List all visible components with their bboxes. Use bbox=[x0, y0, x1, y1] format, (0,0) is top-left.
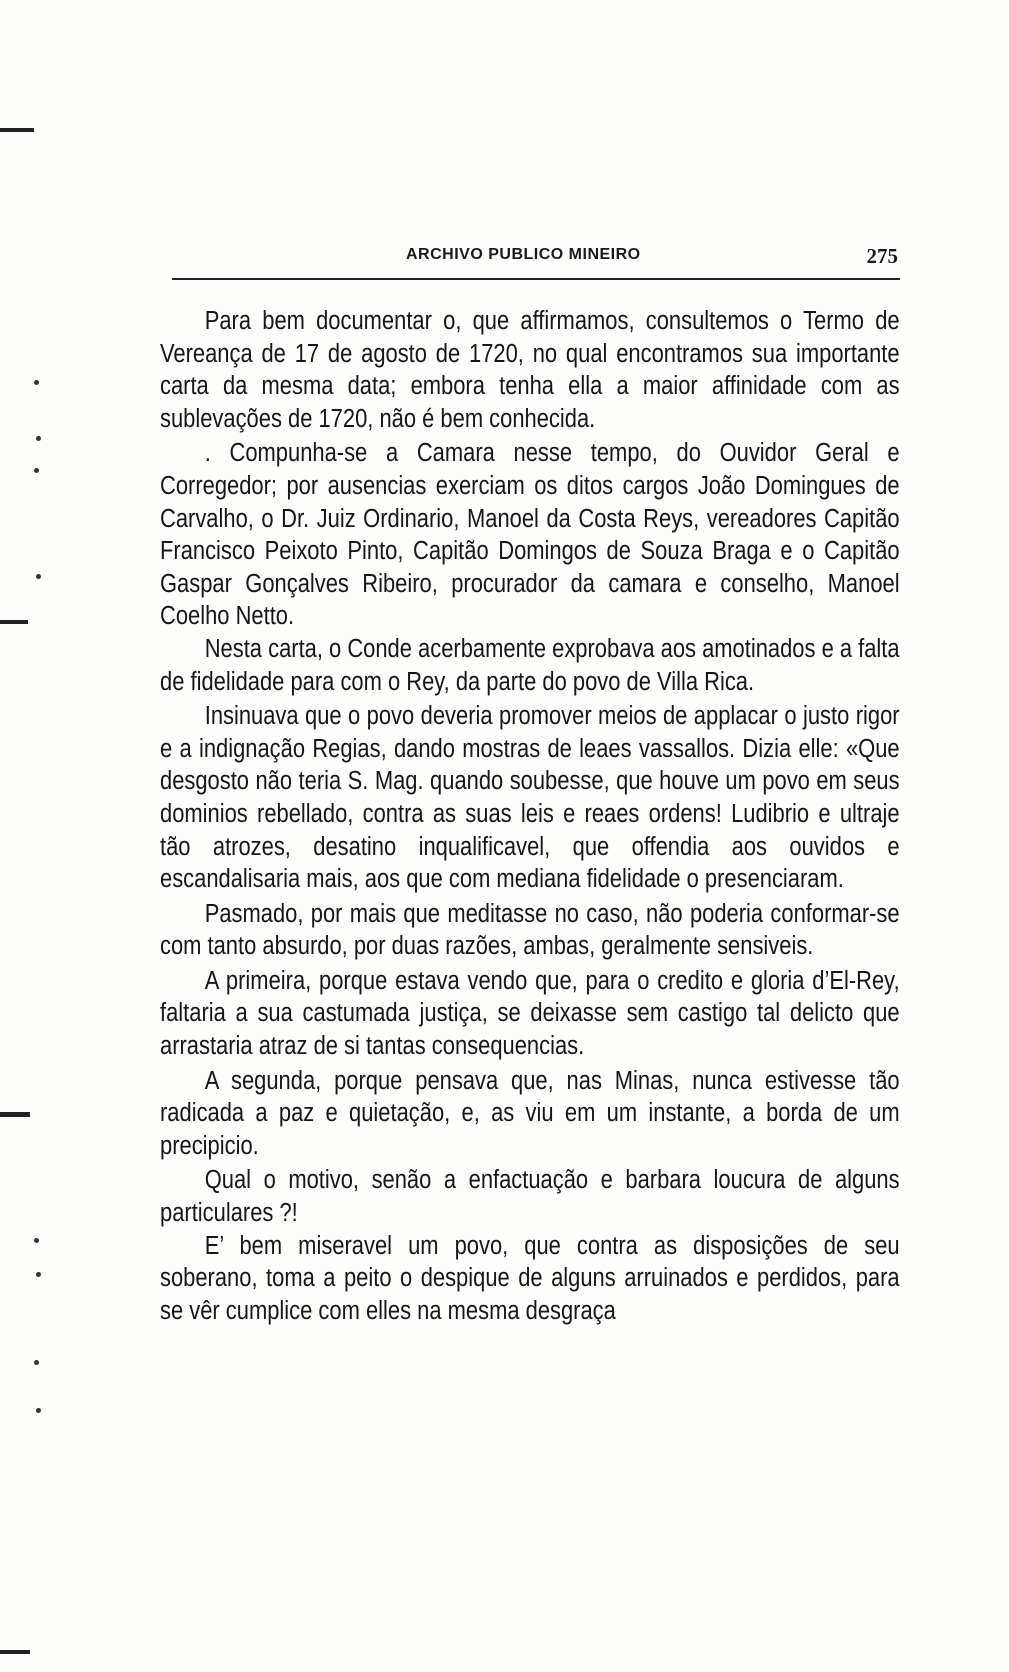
paragraph: E’ bem miseravel um povo, que contra as disposições de seu soberano, toma a peito o despique de alguns arruinados e perdidos, para se vêr cumplice com elles na mesma desgraça bbox=[160, 1231, 900, 1325]
margin-dot bbox=[36, 1408, 41, 1413]
body-text bbox=[160, 305, 900, 1327]
running-header bbox=[172, 246, 898, 276]
paragraph: Insinuava que o povo deveria promover meios de applacar o justo rigor e a indignação Regias, dando mostras de leaes vassallos. Dizia elle: «Que desgosto não teria S. Mag. quando soubesse, que houve um povo em seus dominios rebellado, contra as suas leis e reaes ordens! Ludibrio e ultraje tão atrozes, desatino inqualificavel, que offendia aos ouvidos e escandalisaria mais, aos que com mediana fidelidade o presenciaram. bbox=[160, 702, 900, 894]
page-number: 275 bbox=[866, 244, 898, 268]
margin-dot bbox=[34, 380, 39, 385]
paragraph: A primeira, porque estava vendo que, para o credito e gloria d’El-Rey, faltaria a sua castumada justiça, se deixasse sem castigo tal delicto que arrastaria atraz de si tantas consequencias. bbox=[160, 966, 900, 1061]
margin-mark bbox=[0, 128, 34, 132]
paragraph: A segunda, porque pensava que, nas Minas, nunca estivesse tão radicada a paz e quietação, e, as viu em um instante, a borda de um precipicio. bbox=[160, 1066, 900, 1160]
paragraph: . Compunha-se a Camara nesse tempo, do Ouvidor Geral e Corregedor; por ausencias exerciam os ditos cargos João Domingues de Carvalho, o Dr. Juiz Ordinario, Manoel da Costa Reys, vereadores Capitão Francisco Peixoto Pinto, Capitão Domingos de Souza Braga e o Capitão Gaspar Gonçalves Ribeiro, procurador da camara e conselho, Manoel Coelho Netto. bbox=[160, 439, 900, 631]
header-rule bbox=[172, 278, 900, 280]
margin-mark bbox=[0, 1650, 30, 1654]
margin-dot bbox=[34, 468, 39, 473]
margin-dot bbox=[34, 1238, 39, 1243]
paragraph: Nesta carta, o Conde acerbamente exprobava aos amotinados e a falta de fidelidade para com o Rey, da parte do povo de Villa Rica. bbox=[160, 634, 900, 696]
margin-dot bbox=[36, 1272, 41, 1277]
paragraph: Pasmado, por mais que meditasse no caso, não poderia conformar-se com tanto absurdo, por duas razões, ambas, geralmente sensiveis. bbox=[160, 899, 900, 961]
margin-mark bbox=[0, 620, 28, 624]
margin-mark bbox=[0, 1112, 30, 1117]
paragraph: Qual o motivo, senão a enfactuação e barbara loucura de alguns particulares ?! bbox=[160, 1166, 900, 1228]
running-header-title: ARCHIVO PUBLICO MINEIRO bbox=[406, 246, 641, 263]
margin-dot bbox=[36, 574, 41, 579]
margin-dot bbox=[36, 436, 41, 441]
paragraph: Para bem documentar o, que affirmamos, consultemos o Termo de Vereança de 17 de agosto de 1720, no qual encontramos sua importante carta da mesma data; embora tenha ella a maior affinidade com as sublevações de 1720, não é bem conhecida. bbox=[160, 307, 900, 433]
margin-dot bbox=[34, 1360, 39, 1365]
